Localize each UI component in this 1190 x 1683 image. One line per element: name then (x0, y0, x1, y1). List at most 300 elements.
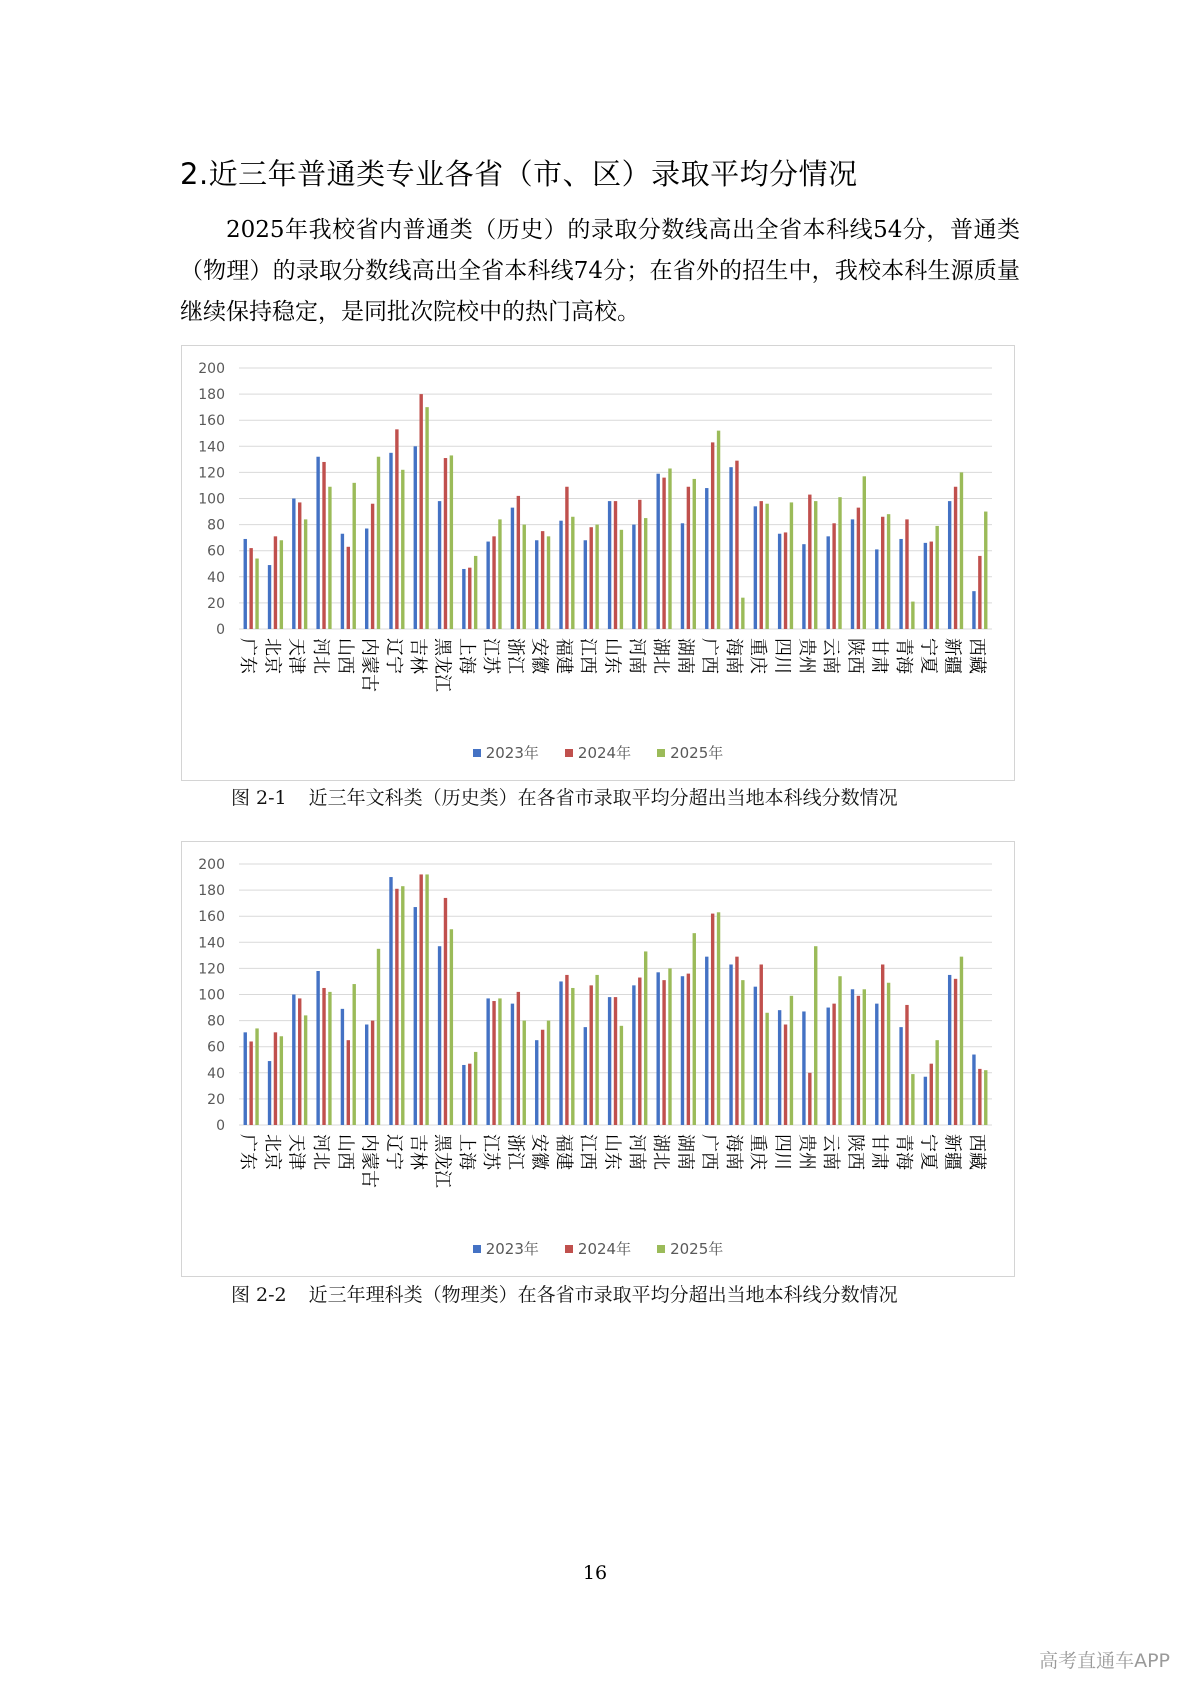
legend-item-2023 (473, 742, 539, 763)
bar-2024 (371, 504, 374, 629)
bar-2023 (486, 542, 489, 629)
category-label: 青海 (892, 1134, 914, 1170)
bar-2025 (814, 501, 817, 629)
bar-2023 (462, 1065, 465, 1125)
y-tick-label: 40 (207, 569, 225, 586)
y-tick-label: 60 (207, 1039, 225, 1056)
legend-item-2024 (565, 1238, 631, 1259)
legend-label-2023: 2023年 (485, 744, 539, 762)
category-label: 黑龙江 (431, 1134, 453, 1188)
category-label: 贵州 (795, 1134, 817, 1170)
category-label: 辽宁 (382, 638, 404, 674)
bar-2023 (244, 539, 247, 629)
bar-2025 (790, 502, 793, 629)
category-label: 北京 (261, 1134, 283, 1170)
y-tick-label: 20 (207, 1091, 225, 1108)
bar-2025 (984, 1070, 987, 1125)
bar-2025 (717, 912, 720, 1125)
bar-2023 (559, 521, 562, 629)
bar-2024 (444, 458, 447, 629)
category-label: 内蒙古 (358, 638, 380, 692)
bar-2024 (760, 501, 763, 629)
category-label: 山西 (334, 1134, 356, 1170)
bar-2025 (765, 1013, 768, 1125)
bar-2023 (924, 543, 927, 629)
bar-2023 (802, 1011, 805, 1125)
bar-2023 (535, 540, 538, 629)
bar-2025 (523, 525, 526, 629)
bar-2024 (905, 1005, 908, 1125)
category-label: 吉林 (407, 1134, 429, 1170)
category-label: 新疆 (941, 1134, 963, 1170)
y-tick-label: 200 (198, 361, 225, 377)
chart-history (181, 345, 1015, 781)
category-label: 广西 (698, 638, 720, 674)
bar-2025 (328, 992, 331, 1125)
legend-swatch-2025 (657, 749, 665, 757)
bar-2023 (827, 536, 830, 629)
bar-2025 (693, 479, 696, 629)
bar-2024 (614, 997, 617, 1125)
bar-2025 (765, 504, 768, 629)
bar-2025 (693, 933, 696, 1125)
category-label: 北京 (261, 638, 283, 674)
category-label: 河北 (310, 638, 332, 674)
y-tick-label: 120 (198, 961, 225, 978)
bar-2024 (784, 532, 787, 629)
bar-2023 (899, 539, 902, 629)
bar-2024 (590, 527, 593, 629)
category-label: 湖南 (674, 638, 696, 674)
bar-2025 (838, 497, 841, 629)
bar-2024 (419, 874, 422, 1125)
bar-2025 (547, 536, 550, 629)
y-tick-label: 100 (198, 987, 225, 1004)
category-label: 重庆 (747, 638, 769, 674)
bar-2024 (541, 1030, 544, 1125)
bar-2025 (523, 1021, 526, 1125)
legend-label-2024: 2024年 (577, 744, 632, 762)
bar-2024 (395, 889, 398, 1125)
bar-2023 (656, 972, 659, 1125)
legend-item-2024 (565, 742, 631, 763)
figure-number-1: 图 2-1 (231, 787, 287, 809)
bar-2023 (389, 453, 392, 629)
bar-2025 (401, 886, 404, 1125)
bar-2025 (328, 487, 331, 629)
bar-2023 (778, 1010, 781, 1125)
bar-2024 (711, 442, 714, 629)
bar-2025 (280, 1036, 283, 1125)
category-label: 山西 (334, 638, 356, 674)
chart-legend (182, 1238, 1014, 1259)
bar-2024 (249, 1041, 252, 1125)
category-label: 新疆 (941, 638, 963, 674)
y-tick-label: 20 (207, 595, 225, 612)
bar-2024 (881, 517, 884, 629)
y-tick-label: 140 (198, 935, 225, 952)
bar-2023 (535, 1040, 538, 1125)
bar-2024 (444, 898, 447, 1125)
bar-2023 (754, 506, 757, 629)
bar-2023 (608, 997, 611, 1125)
bar-2025 (668, 968, 671, 1125)
bar-2023 (632, 985, 635, 1125)
category-label: 河南 (625, 638, 647, 674)
bar-2023 (414, 907, 417, 1125)
bar-2023 (486, 998, 489, 1125)
bar-2025 (911, 602, 914, 629)
bar-2025 (741, 980, 744, 1125)
bar-2024 (832, 1004, 835, 1125)
category-label: 重庆 (747, 1134, 769, 1170)
category-label: 河南 (625, 1134, 647, 1170)
bar-2025 (498, 998, 501, 1125)
y-tick-label: 80 (207, 1013, 225, 1030)
category-label: 西藏 (965, 1134, 987, 1170)
category-label: 云南 (820, 638, 842, 674)
bar-2025 (741, 598, 744, 629)
bar-2024 (492, 1001, 495, 1125)
bar-2023 (851, 519, 854, 629)
bar-2023 (754, 987, 757, 1125)
bar-2023 (268, 565, 271, 629)
bar-2024 (808, 495, 811, 629)
bar-2025 (353, 984, 356, 1125)
bar-2023 (292, 499, 295, 630)
legend-swatch-2024 (565, 749, 573, 757)
bar-2024 (662, 478, 665, 629)
legend-label-2023: 2023年 (485, 1240, 539, 1258)
bar-2023 (584, 540, 587, 629)
bar-2025 (668, 468, 671, 629)
bar-2023 (268, 1061, 271, 1125)
bar-2024 (687, 974, 690, 1125)
y-tick-label: 0 (216, 1118, 225, 1134)
bar-2025 (571, 517, 574, 629)
category-label: 陕西 (844, 638, 866, 674)
legend-swatch-2025 (657, 1245, 665, 1253)
bar-2025 (863, 989, 866, 1125)
bar-2023 (729, 964, 732, 1125)
bar-2023 (244, 1032, 247, 1125)
bar-2024 (371, 1021, 374, 1125)
legend-item-2023 (473, 1238, 539, 1259)
bar-2023 (559, 981, 562, 1125)
y-tick-label: 160 (198, 909, 225, 926)
bar-2024 (687, 487, 690, 629)
figure-caption-1 (231, 783, 898, 810)
bar-2025 (450, 929, 453, 1125)
bar-2023 (365, 1025, 368, 1125)
bar-2025 (644, 951, 647, 1125)
bar-2023 (778, 534, 781, 629)
y-tick-label: 120 (198, 465, 225, 482)
bar-2024 (541, 531, 544, 629)
bar-2025 (280, 540, 283, 629)
category-label: 上海 (455, 638, 477, 674)
category-label: 湖北 (650, 638, 672, 674)
bar-2023 (584, 1027, 587, 1125)
bar-2024 (590, 985, 593, 1125)
bar-2024 (274, 536, 277, 629)
category-label: 广东 (237, 1134, 259, 1170)
bar-2023 (511, 1004, 514, 1125)
bar-2024 (322, 988, 325, 1125)
category-label: 安徽 (528, 1134, 550, 1170)
category-label: 海南 (722, 1134, 744, 1170)
bar-2025 (377, 457, 380, 629)
bar-2025 (887, 514, 890, 629)
bar-2023 (924, 1077, 927, 1125)
bar-2023 (705, 957, 708, 1125)
bar-2023 (389, 877, 392, 1125)
bar-2023 (875, 549, 878, 629)
bar-2023 (681, 976, 684, 1125)
figure-number-2: 图 2-2 (231, 1284, 287, 1306)
bar-2023 (802, 544, 805, 629)
category-label: 海南 (722, 638, 744, 674)
bar-2023 (972, 1055, 975, 1125)
bar-2025 (935, 1040, 938, 1125)
bar-2025 (814, 946, 817, 1125)
figure-title-2: 近三年理科类（物理类）在各省市录取平均分超出当地本科线分数情况 (308, 1284, 898, 1306)
category-label: 吉林 (407, 638, 429, 674)
bar-2025 (377, 949, 380, 1125)
bar-2025 (450, 455, 453, 629)
y-tick-label: 60 (207, 543, 225, 560)
category-label: 湖南 (674, 1134, 696, 1170)
legend-label-2025: 2025年 (670, 744, 724, 762)
bar-2023 (681, 523, 684, 629)
bar-2024 (322, 462, 325, 629)
bar-2024 (662, 980, 665, 1125)
y-tick-label: 0 (216, 622, 225, 638)
category-label: 湖北 (650, 1134, 672, 1170)
bar-2023 (827, 1008, 830, 1125)
bar-2025 (498, 519, 501, 629)
bar-2024 (395, 429, 398, 629)
y-tick-label: 140 (198, 439, 225, 456)
bar-2024 (857, 996, 860, 1125)
bar-2023 (948, 501, 951, 629)
category-label: 云南 (820, 1134, 842, 1170)
category-label: 宁夏 (917, 1134, 939, 1170)
bar-2023 (705, 488, 708, 629)
bar-2023 (462, 569, 465, 629)
bar-2024 (298, 502, 301, 629)
category-label: 陕西 (844, 1134, 866, 1170)
chart-legend (182, 742, 1014, 763)
bar-2025 (401, 470, 404, 629)
bar-2024 (978, 1069, 981, 1125)
category-label: 辽宁 (382, 1134, 404, 1170)
bar-2024 (517, 992, 520, 1125)
y-tick-label: 100 (198, 491, 225, 508)
bar-2024 (930, 1064, 933, 1125)
bar-2023 (341, 1009, 344, 1125)
bar-2025 (620, 530, 623, 629)
bar-2024 (565, 487, 568, 629)
bar-2023 (875, 1004, 878, 1125)
body-paragraph: 2025年我校省内普通类（历史）的录取分数线高出全省本科线54分，普通类（物理）的录取分数线高出全省本科线74分；在省外的招生中，我校本科生源质量继续保持稳定，是同批次院校中的热门高校。 (180, 217, 1020, 325)
bar-2025 (620, 1026, 623, 1125)
bar-2023 (608, 501, 611, 629)
bar-2024 (274, 1032, 277, 1125)
category-label: 上海 (455, 1134, 477, 1170)
bar-2024 (881, 964, 884, 1125)
category-label: 浙江 (504, 1134, 526, 1170)
category-label: 江苏 (480, 1134, 502, 1170)
category-label: 福建 (552, 638, 574, 674)
bar-2023 (292, 995, 295, 1126)
bar-2024 (760, 964, 763, 1125)
y-tick-label: 180 (198, 387, 225, 404)
legend-item-2025 (657, 742, 723, 763)
bar-2025 (547, 1021, 550, 1125)
y-tick-label: 40 (207, 1065, 225, 1082)
legend-swatch-2024 (565, 1245, 573, 1253)
bar-2023 (438, 501, 441, 629)
category-label: 江西 (577, 638, 599, 674)
category-label: 江西 (577, 1134, 599, 1170)
bar-2023 (851, 989, 854, 1125)
bar-2023 (632, 525, 635, 629)
bar-2023 (438, 946, 441, 1125)
bar-2023 (316, 971, 319, 1125)
bar-2025 (838, 976, 841, 1125)
bar-2024 (347, 547, 350, 629)
category-label: 贵州 (795, 638, 817, 674)
legend-swatch-2023 (473, 1245, 481, 1253)
legend-label-2024: 2024年 (577, 1240, 632, 1258)
bar-2024 (711, 914, 714, 1125)
category-label: 河北 (310, 1134, 332, 1170)
watermark: 高考直通车APP (1039, 1650, 1170, 1672)
category-label: 广西 (698, 1134, 720, 1170)
bar-2024 (954, 487, 957, 629)
bar-2025 (935, 526, 938, 629)
bar-2024 (249, 548, 252, 629)
y-tick-label: 80 (207, 517, 225, 534)
category-label: 西藏 (965, 638, 987, 674)
category-label: 四川 (771, 1134, 793, 1170)
chart-physics (181, 841, 1015, 1277)
bar-2023 (414, 446, 417, 629)
bar-2025 (717, 431, 720, 629)
legend-item-2025 (657, 1238, 723, 1259)
bar-2024 (930, 542, 933, 629)
bar-2024 (735, 957, 738, 1125)
bar-2025 (595, 975, 598, 1125)
legend-label-2025: 2025年 (670, 1240, 724, 1258)
bar-2024 (517, 496, 520, 629)
bar-2025 (353, 483, 356, 629)
bar-2024 (614, 501, 617, 629)
page-number: 16 (582, 1562, 608, 1584)
category-label: 黑龙江 (431, 638, 453, 692)
figure-caption-2 (231, 1280, 898, 1307)
bar-2025 (887, 983, 890, 1125)
bar-2025 (863, 476, 866, 629)
bar-2024 (492, 536, 495, 629)
bar-2024 (298, 998, 301, 1125)
bar-2023 (656, 474, 659, 629)
bar-2025 (960, 957, 963, 1125)
bar-2025 (304, 519, 307, 629)
bar-2024 (954, 979, 957, 1125)
bar-2024 (468, 1064, 471, 1125)
bar-2023 (341, 534, 344, 629)
category-label: 浙江 (504, 638, 526, 674)
bar-2025 (911, 1074, 914, 1125)
bar-2025 (474, 1052, 477, 1125)
bar-2025 (255, 559, 258, 629)
bar-2025 (960, 472, 963, 629)
bar-2023 (365, 529, 368, 629)
y-tick-label: 200 (198, 857, 225, 873)
bar-2025 (984, 512, 987, 629)
bar-2025 (790, 996, 793, 1125)
bar-2025 (595, 525, 598, 629)
category-label: 江苏 (480, 638, 502, 674)
bar-2023 (316, 457, 319, 629)
bar-2024 (978, 556, 981, 629)
bar-2023 (972, 591, 975, 629)
bar-2024 (735, 461, 738, 629)
bar-2025 (304, 1015, 307, 1125)
bar-2023 (899, 1027, 902, 1125)
chart-history-plot (182, 346, 1014, 780)
bar-2023 (511, 508, 514, 629)
bar-2024 (565, 975, 568, 1125)
bar-2025 (571, 988, 574, 1125)
category-label: 甘肃 (868, 638, 890, 674)
category-label: 山东 (601, 638, 623, 674)
bar-2024 (905, 519, 908, 629)
y-tick-label: 160 (198, 413, 225, 430)
bar-2023 (948, 975, 951, 1125)
legend-swatch-2023 (473, 749, 481, 757)
category-label: 天津 (285, 638, 307, 674)
category-label: 内蒙古 (358, 1134, 380, 1188)
bar-2024 (347, 1040, 350, 1125)
bar-2024 (808, 1073, 811, 1125)
category-label: 青海 (892, 638, 914, 674)
bar-2024 (638, 978, 641, 1125)
bar-2024 (857, 508, 860, 629)
bar-2024 (468, 568, 471, 629)
category-label: 安徽 (528, 638, 550, 674)
bar-2025 (474, 556, 477, 629)
y-tick-label: 180 (198, 883, 225, 900)
bar-2024 (784, 1025, 787, 1125)
bar-2025 (425, 407, 428, 629)
category-label: 山东 (601, 1134, 623, 1170)
category-label: 福建 (552, 1134, 574, 1170)
category-label: 宁夏 (917, 638, 939, 674)
category-label: 天津 (285, 1134, 307, 1170)
section-heading: 2.近三年普通类专业各省（市、区）录取平均分情况 (180, 157, 858, 191)
bar-2025 (255, 1028, 258, 1125)
category-label: 四川 (771, 638, 793, 674)
bar-2024 (419, 394, 422, 629)
bar-2025 (425, 874, 428, 1125)
bar-2024 (832, 523, 835, 629)
bar-2024 (638, 500, 641, 629)
category-label: 广东 (237, 638, 259, 674)
bar-2025 (644, 518, 647, 629)
